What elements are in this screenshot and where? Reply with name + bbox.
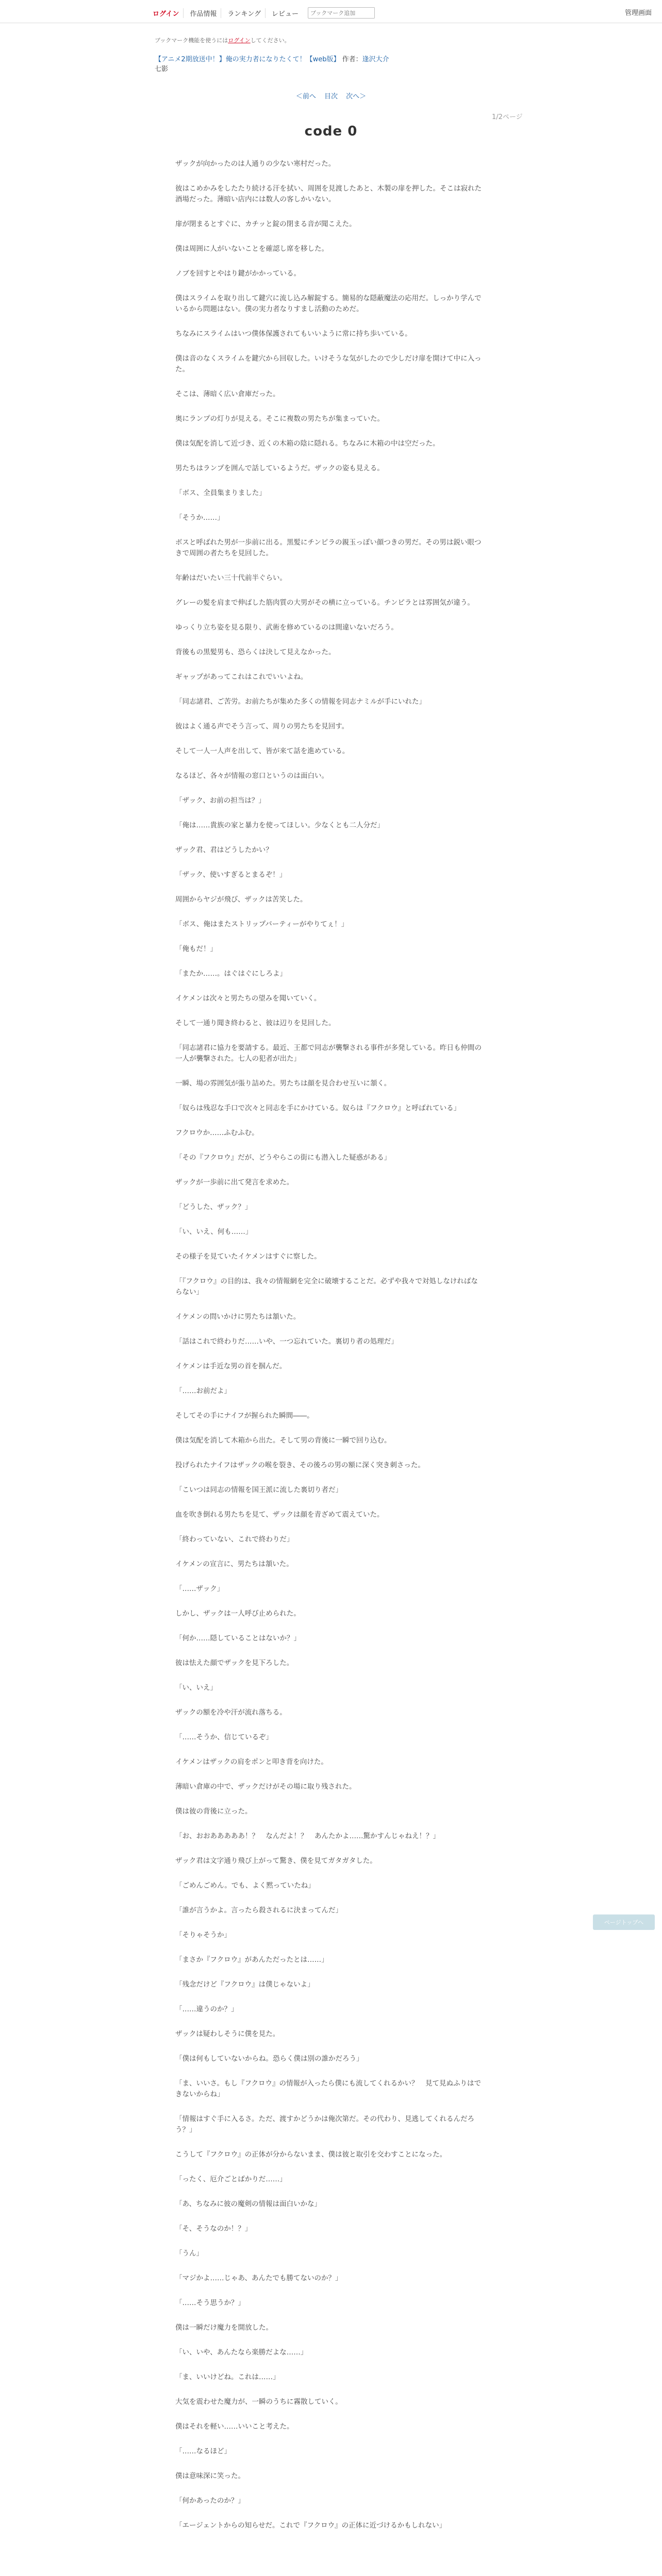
- paragraph: 僕は周囲に人がいないことを確認し席を移した。: [175, 245, 328, 253]
- paragraph: 「奴らは残忍な手口で次々と同志を手にかけている。奴らは『フクロウ』と呼ばれている」: [175, 1104, 461, 1112]
- paragraph: 「い、いや、あんたなら楽勝だよな……」: [175, 2348, 308, 2357]
- paragraph: 「ま、いいけどね。これは……」: [175, 2373, 280, 2381]
- prev-link[interactable]: ＜前へ: [295, 93, 316, 100]
- paragraph: 「ボス、俺はまたストリップバーティーがやりてぇ！」: [175, 920, 349, 928]
- paragraph: イケメンは手近な男の首を掴んだ。: [175, 1362, 287, 1370]
- paragraph: 「そりゃそうか」: [175, 1931, 231, 1939]
- paragraph: 「ザック、使いすぎるとまるぞ！」: [175, 871, 287, 879]
- paragraph: 「……なるほど」: [175, 2447, 231, 2455]
- paragraph: グレーの髪を肩まで伸ばした筋肉質の大男がその横に立っている。チンピラとは雰囲気が違う。: [175, 599, 474, 607]
- paragraph: 投げられたナイフはザックの喉を裂き、その後ろの男の額に深く突き刺さった。: [175, 1461, 425, 1469]
- paragraph: ザックが向かったのは人通りの少ない寒村だった。: [175, 160, 336, 168]
- ranking-link[interactable]: ランキング: [223, 8, 266, 18]
- paragraph: 「その『フクロウ』だが、どうやらこの街にも潜入した疑惑がある」: [175, 1154, 391, 1162]
- paragraph: 「ザック、お前の担当は？」: [175, 796, 266, 805]
- toc-link[interactable]: 目次: [324, 93, 338, 100]
- paragraph: その様子を見ていたイケメンはすぐに察した。: [175, 1252, 321, 1261]
- paragraph: こうして『フクロウ』の正体が分からないまま、僕は彼と取引を交わすことになった。: [175, 2150, 447, 2159]
- paragraph: 僕はそれを軽い……いいこと考えた。: [175, 2422, 294, 2431]
- notice-suffix: してください。: [250, 37, 290, 44]
- paragraph: そして一人一人声を出して、皆が来て話を進めている。: [175, 747, 350, 755]
- paragraph: イケメンはザックの肩をポンと叩き背を向けた。: [175, 1758, 328, 1766]
- paragraph: イケメンの問いかけに男たちは頷いた。: [175, 1313, 301, 1321]
- paragraph: 「……そう思うか？」: [175, 2299, 245, 2307]
- paragraph: 周囲からヤジが飛び、ザックは苦笑した。: [175, 895, 307, 904]
- paragraph: ちなみにスライムはいつ僕体保護されてもいいように常に持ち歩いている。: [175, 330, 412, 338]
- paragraph: ザックは疑わしそうに僕を見た。: [175, 2030, 280, 2038]
- paragraph: 「終わっていない、これで終わりだ」: [175, 1535, 294, 1544]
- paragraph: 「……ザック」: [175, 1585, 224, 1593]
- paragraph: 薄暗い倉庫の中で、ザックだけがその場に取り残された。: [175, 1783, 356, 1791]
- paragraph: 奥にランプの灯りが見える。そこに複数の男たちが集まっていた。: [175, 415, 384, 423]
- paragraph: 背後もの黒髪男も、恐らくは決して見えなかった。: [175, 648, 336, 656]
- paragraph: 「そうか……」: [175, 514, 224, 522]
- paragraph: 「話はこれで終わりだ……いや、一つ忘れていた。裏切り者の処理だ」: [175, 1337, 398, 1346]
- paragraph: 「い、いえ」: [175, 1684, 217, 1692]
- paragraph: イケメンは次々と男たちの望みを聞いていく。: [175, 994, 321, 1003]
- paragraph: 「まさか『フクロウ』があんただったとは……」: [175, 1956, 328, 1964]
- paragraph: 一瞬、場の雰囲気が張り詰めた。男たちは顔を見合わせ互いに頷く。: [175, 1079, 391, 1088]
- paragraph: フクロウか……ふむふむ。: [175, 1129, 259, 1137]
- chapter-title: code 0: [304, 124, 358, 139]
- paragraph: 「残念だけど『フクロウ』は僕じゃないよ」: [175, 1980, 315, 1989]
- paragraph: なるほど、各々が情報の窓口というのは面白い。: [175, 772, 328, 780]
- paragraph: ゆっくり立ち姿を見る限り、武術を修めているのは間違いないだろう。: [175, 623, 398, 632]
- paragraph: 「またか……。はぐはぐにしろよ」: [175, 970, 287, 978]
- paragraph: 「ま、いいさ。もし『フクロウ』の情報が入ったら僕にも流してくれるかい？ 見て見ぬふりはできないからね」: [175, 2079, 482, 2098]
- paragraph: 僕は気配を消して近づき、近くの木箱の陰に隠れる。ちなみに木箱の中は空だった。: [175, 439, 440, 448]
- notice-login-link[interactable]: ログイン: [228, 37, 251, 44]
- paragraph: 僕は一瞬だけ魔力を開放した。: [175, 2324, 273, 2332]
- paragraph: 扉が閉まるとすぐに、カチッと錠の閉まる音が聞こえた。: [175, 220, 356, 228]
- review-link[interactable]: レビュー: [272, 10, 299, 18]
- paragraph: 大気を震わせた魔力が、一瞬のうちに霧散していく。: [175, 2398, 342, 2406]
- paragraph: 「同志諸君に協力を要請する。最近、王都で同志が襲撃される事件が多発している。昨日も仲間の一人が襲撃された。七人の犯者が出た」: [175, 1044, 482, 1063]
- paragraph: 僕は音のなくスライムを鍵穴から回収した。いけそうな気がしたので少しだけ扉を開けて中に入った。: [175, 354, 482, 374]
- paragraph: 「エージェントからの知らせだ。これで『フクロウ』の正体に近づけるかもしれない」: [175, 2521, 446, 2530]
- paragraph: ザック君は文字通り飛び上がって驚き、僕を見てガタガタした。: [175, 1857, 377, 1865]
- paragraph: 「うん」: [175, 2249, 203, 2258]
- paragraph: 僕は意味深に笑った。: [175, 2472, 245, 2480]
- paragraph: 「誰が言うかよ。言ったら殺されるに決まってんだ」: [175, 1906, 342, 1914]
- chapter-pager: [0, 91, 662, 100]
- paragraph: 僕は彼の背後に立った。: [175, 1807, 252, 1816]
- paragraph: 「『フクロウ』の目的は、我々の情報網を完全に破壊することだ。必ずや我々で対処しなければならない」: [175, 1277, 478, 1296]
- paragraph: 「同志諸君、ご苦労。お前たちが集めた多くの情報を同志ナミルが手にいれた」: [175, 698, 426, 706]
- paragraph: 「僕は何もしていないからね。恐らく僕は別の誰かだろう」: [175, 2055, 363, 2063]
- paragraph: 「ボス、全員集まりました」: [175, 489, 266, 497]
- top-nav: [148, 7, 375, 19]
- paragraph: 「俺は……貴族の家と暴力を使ってほしい。少なくとも二人分だ」: [175, 821, 384, 829]
- paragraph: そしてその手にナイフが握られた瞬間――。: [175, 1412, 314, 1420]
- paragraph: ザック君、君はどうしたかい？: [175, 846, 273, 854]
- series-title-link[interactable]: 【アニメ2期放送中！】俺の実力者になりたくて！【web版】: [155, 56, 340, 63]
- page-number: 1/2ページ: [492, 113, 523, 121]
- paragraph: 「どうした、ザック？」: [175, 1203, 252, 1211]
- paragraph: 彼はこめかみをしたたり続ける汗を拭い、周囲を見渡したあと、木製の扉を押した。そこは寂れた酒場だった。薄暗い店内には数人の客しかいない。: [175, 184, 482, 204]
- paragraph: 「……そうか、信じているぞ」: [175, 1733, 273, 1741]
- paragraph: そこは、薄暗く広い倉庫だった。: [175, 390, 280, 398]
- paragraph: ギャップがあってこれはこれでいいよね。: [175, 673, 308, 681]
- paragraph: 僕はスライムを取り出して鍵穴に流し込み解錠する。簡易的な隠蔽魔法の応用だ。しっかり学んでいるから問題はない。僕の実力者なりすまし活動のためだ。: [175, 294, 482, 313]
- paragraph: 「マジかよ……じゃあ、あんたでも勝てないのか？」: [175, 2274, 342, 2282]
- paragraph: 「こいつは同志の情報を国王派に流した裏切り者だ」: [175, 1486, 342, 1494]
- paragraph: 「情報はすぐ手に入るさ。ただ、渡すかどうかは俺次第だ。その代わり、見逃してくれるんだろう？」: [175, 2115, 474, 2134]
- paragraph: 「あ、ちなみに彼の魔剣の情報は面白いかな」: [175, 2200, 321, 2208]
- paragraph: ボスと呼ばれた男が一歩前に出る。黒髪にチンピラの親玉っぽい顔つきの男だ。その男は鋭い眼つきで周囲の者たちを見回した。: [175, 538, 482, 557]
- paragraph: 男たちはランプを囲んで話しているようだ。ザックの姿も見える。: [175, 464, 384, 472]
- paragraph: 彼は怯えた顔でザックを見下ろした。: [175, 1659, 294, 1667]
- paragraph: 「……お前だよ」: [175, 1387, 231, 1395]
- paragraph: 「……違うのか？」: [175, 2005, 238, 2013]
- paragraph: そして一通り聞き終わると、彼は辺りを見回した。: [175, 1019, 336, 1027]
- paragraph: 「ったく、厄介ごとばかりだ……」: [175, 2175, 287, 2183]
- bookmark-input[interactable]: [308, 7, 375, 19]
- paragraph: 年齢はだいたい三十代前半ぐらい。: [175, 574, 287, 582]
- page-top-button[interactable]: ページトップへ: [593, 1914, 655, 1930]
- notice-prefix: ブックマーク機能を使うには: [155, 37, 228, 44]
- admin-link[interactable]: 管理画面: [624, 9, 652, 17]
- top-bar: [0, 0, 662, 23]
- paragraph: 僕は気配を消して木箱から出た。そして男の背後に一瞬で回り込む。: [175, 1436, 391, 1445]
- author-link[interactable]: 逢沢大介: [362, 56, 389, 63]
- paragraph: ザックが一歩前に出て発言を求めた。: [175, 1178, 294, 1187]
- paragraph: イケメンの宣言に、男たちは頷いた。: [175, 1560, 293, 1568]
- paragraph: 「ごめんごめん。でも、よく黙っていたね」: [175, 1882, 315, 1890]
- paragraph: ザックの額を冷や汗が流れ落ちる。: [175, 1708, 287, 1717]
- paragraph: 彼はよく通る声でそう言って、周りの男たちを見回す。: [175, 722, 349, 731]
- works-link[interactable]: 作品情報: [186, 8, 221, 18]
- paragraph: 「何か……隠していることはないか？」: [175, 1634, 301, 1642]
- chapter-group: 七影: [155, 65, 169, 73]
- paragraph: 「何かあったのか？」: [175, 2497, 245, 2505]
- paragraph: ノブを回すとやはり鍵がかかっている。: [175, 269, 301, 278]
- paragraph: 「お、おおあああああ！？ なんだよ！？ あんたかよ……驚かすんじゃねえ！？」: [175, 1832, 440, 1840]
- paragraph: しかし、ザックは一人呼び止められた。: [175, 1609, 301, 1618]
- paragraph: 「そ、そうなのか！？」: [175, 2225, 252, 2233]
- series-info: [155, 55, 443, 74]
- next-link[interactable]: 次へ＞: [346, 93, 367, 100]
- paragraph: 「俺もだ！」: [175, 945, 217, 953]
- author-label: 作者：: [342, 56, 362, 63]
- login-link[interactable]: ログイン: [148, 8, 184, 18]
- paragraph: 「い、いえ、何も……」: [175, 1228, 253, 1236]
- paragraph: 血を吹き倒れる男たちを見て、ザックは顔を青ざめて震えていた。: [175, 1511, 384, 1519]
- chapter-body: [175, 159, 485, 2545]
- bookmark-notice: [155, 36, 290, 44]
